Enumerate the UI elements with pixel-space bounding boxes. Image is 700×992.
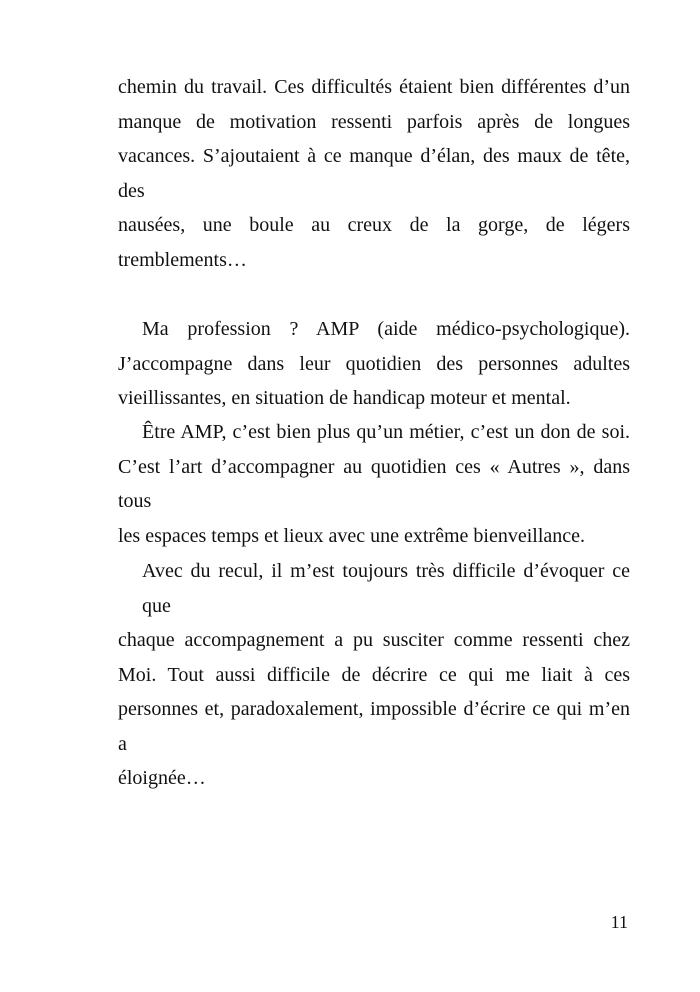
- text-line: personnes et, paradoxalement, impossible d’écrire ce qui m’en a: [118, 698, 630, 755]
- text-line: chaque accompagnement a pu susciter comme ressenti chez: [118, 629, 630, 651]
- text-line: Être AMP, c’est bien plus qu’un métier, c’est un don de soi.: [142, 421, 630, 443]
- page-number: 11: [610, 912, 628, 932]
- paragraph-work-difficulties: [118, 70, 630, 277]
- text-line: tremblements…: [118, 248, 247, 271]
- text-line: les espaces temps et lieux avec une extrême bienveillance.: [118, 524, 586, 547]
- text-line: chemin du travail. Ces difficultés étaient bien différentes d’un: [118, 76, 630, 98]
- text-line: nausées, une boule au creux de la gorge, de légers: [118, 214, 630, 236]
- text-line: Ma profession ? AMP (aide médico-psychologique).: [142, 318, 630, 340]
- paragraph-hindsight: [118, 554, 630, 796]
- paragraph-profession: [118, 312, 630, 416]
- text-line: vacances. S’ajoutaient à ce manque d’élan, des maux de tête, des: [118, 145, 630, 202]
- text-line: Moi. Tout aussi difficile de décrire ce qui me liait à ces: [118, 663, 630, 686]
- text-line: éloignée…: [118, 767, 206, 789]
- text-line: manque de motivation ressenti parfois après de longues: [118, 110, 630, 133]
- text-line: C’est l’art d’accompagner au quotidien ces « Autres », dans tous: [118, 455, 630, 512]
- text-line: vieillissantes, en situation de handicap moteur et mental.: [118, 387, 571, 409]
- text-line: Avec du recul, il m’est toujours très difficile d’évoquer ce que: [142, 560, 630, 617]
- paragraph-being-amp: [118, 415, 630, 553]
- text-line: J’accompagne dans leur quotidien des personnes adultes: [118, 352, 630, 375]
